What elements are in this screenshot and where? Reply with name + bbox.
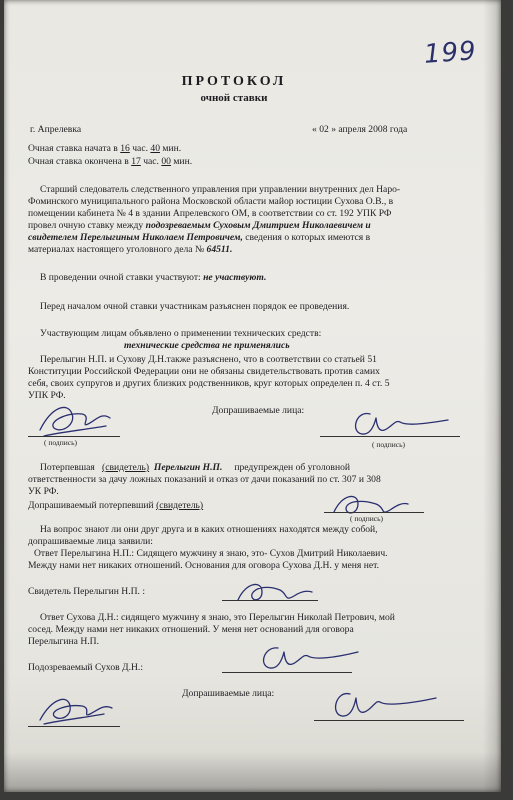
place: г. Апрелевка bbox=[30, 124, 82, 135]
signature-witness-4 bbox=[32, 690, 122, 730]
start-prefix: Очная ставка начата в bbox=[28, 143, 118, 154]
victim-line bbox=[28, 500, 203, 512]
page-bottom-shadow bbox=[4, 752, 501, 792]
questioned-label-2: Допрашиваемые лица: bbox=[182, 688, 275, 699]
participants-label: В проведении очной ставки участвуют: bbox=[40, 272, 201, 283]
intro-line-5b: сведения о которых имеются в bbox=[245, 232, 371, 243]
start-hour: 16 bbox=[120, 143, 130, 154]
signature-line-7 bbox=[314, 720, 464, 721]
question-line-2: допрашиваемые лица заявили: bbox=[28, 536, 153, 547]
start-min-unit: мин. bbox=[162, 143, 182, 154]
warning-witness-role: (свидетель) bbox=[102, 462, 150, 473]
document-title: ПРОТОКОЛ bbox=[181, 74, 287, 89]
signature-caption-1: ( подпись) bbox=[44, 438, 78, 447]
signature-suspect-2 bbox=[254, 640, 364, 674]
end-min: 00 bbox=[161, 156, 171, 167]
intro-line-3: помещении кабинета № 4 в здании Апрелевского ОМ, в соответствии со ст. 192 УПК РФ bbox=[28, 208, 392, 219]
start-time bbox=[28, 143, 181, 155]
intro-line-4a: провел очную ставку между bbox=[28, 220, 144, 231]
date-day: « 02 » bbox=[312, 124, 336, 135]
rights-line-4: УПК РФ. bbox=[28, 390, 66, 401]
question-line-1: На вопрос знают ли они друг друга и в каких отношениях находятся между собой, bbox=[40, 524, 378, 535]
signature-line-5 bbox=[222, 672, 352, 673]
end-time bbox=[28, 156, 192, 168]
answer2-line-2: сосед. Между нами нет никаких отношений. У меня нет оснований для оговора bbox=[28, 624, 354, 635]
intro-line-4 bbox=[28, 220, 371, 232]
rights-line-3: себя, своих супругов и других близких родственников, круг которых определен п. 4 ст. 5 bbox=[28, 378, 390, 389]
page-number: 199 bbox=[423, 36, 478, 70]
signature-caption-3: ( подпись) bbox=[350, 514, 384, 523]
tech-value: технические средства не применялись bbox=[124, 340, 290, 351]
end-prefix: Очная ставка окончена в bbox=[28, 156, 129, 167]
document-subtitle: очной ставки bbox=[200, 92, 268, 104]
date bbox=[312, 124, 407, 136]
rights-line-1: Перелыгин Н.П. и Сухову Д.Н.также разъяснено, что в соответствии со статьей 51 bbox=[40, 354, 377, 365]
date-rest: апреля 2008 года bbox=[338, 124, 408, 135]
witness-name: свидетелем Перелыгиным Николаем Петровичем, bbox=[28, 232, 243, 243]
intro-line-6a: материалах настоящего уголовного дела № bbox=[28, 244, 205, 255]
signature-suspect-3 bbox=[324, 684, 444, 724]
participants bbox=[40, 272, 266, 284]
signature-line-4 bbox=[222, 600, 318, 601]
intro-line-2: Фоминского муниципального района Московской области майор юстиции Сухова О.В., в bbox=[28, 196, 394, 207]
warning-line-1 bbox=[40, 462, 350, 474]
document-page bbox=[4, 0, 501, 792]
victim-line-role: (свидетель) bbox=[156, 500, 204, 511]
signature-caption-2: ( подпись) bbox=[372, 440, 406, 449]
warning-text: предупрежден об уголовной bbox=[234, 462, 351, 473]
signature-line-6 bbox=[28, 726, 120, 727]
intro-line-1: Старший следователь следственного управления при управлении внутренних дел Наро- bbox=[40, 184, 401, 195]
warning-line-3: УК РФ. bbox=[28, 486, 59, 497]
start-hour-unit: час. bbox=[132, 143, 148, 154]
questioned-label: Допрашиваемые лица: bbox=[212, 405, 305, 416]
victim-line-label: Допрашиваемый потерпевший bbox=[28, 500, 154, 511]
signature-line-1 bbox=[28, 436, 120, 437]
suspect-name: подозреваемым Суховым Дмитрием Николаевичем и bbox=[145, 220, 371, 231]
answer1-line-1: Ответ Перелыгина Н.П.: Сидящего мужчину я знаю, это- Сухов Дмитрий Николаевич. bbox=[34, 548, 388, 559]
start-min: 40 bbox=[150, 143, 160, 154]
page-edge-shadow bbox=[483, 0, 501, 792]
signature-line-2 bbox=[320, 436, 460, 437]
witness-sign-label: Свидетель Перелыгин Н.П. : bbox=[28, 586, 146, 597]
intro-line-6 bbox=[28, 244, 232, 256]
procedure-text: Перед началом очной ставки участникам разъяснен порядок ее проведения. bbox=[40, 301, 350, 312]
suspect-sign-label: Подозреваемый Сухов Д.Н.: bbox=[28, 662, 143, 673]
answer2-line-1: Ответ Сухова Д.Н.: сидящего мужчину я знаю, это Перелыгин Николай Петрович, мой bbox=[40, 612, 395, 623]
end-hour-unit: час. bbox=[143, 156, 159, 167]
tech-label: Участвующим лицам объявлено о применении технических средств: bbox=[40, 328, 322, 339]
warning-name: Перелыгин Н.П. bbox=[153, 462, 223, 473]
warning-victim: Потерпевшая bbox=[40, 462, 95, 473]
rights-line-2: Конституции Российской Федерации они не обязаны свидетельствовать против самих bbox=[28, 366, 380, 377]
end-hour: 17 bbox=[131, 156, 141, 167]
signature-suspect-1 bbox=[344, 404, 454, 444]
signature-line-3 bbox=[324, 512, 424, 513]
answer1-line-2: Между нами нет никаких отношений. Основания для оговора Сухова Д.Н. у меня нет. bbox=[28, 560, 380, 571]
end-min-unit: мин. bbox=[173, 156, 193, 167]
signature-witness-3 bbox=[230, 574, 320, 610]
participants-value: не участвуют. bbox=[203, 272, 267, 283]
answer2-line-3: Перелыгина Н.П. bbox=[28, 636, 99, 647]
case-number: 64511. bbox=[206, 244, 233, 255]
warning-line-2: ответственности за дачу ложных показаний и отказ от дачи показаний по ст. 307 и 308 bbox=[28, 474, 381, 485]
intro-line-5 bbox=[28, 232, 370, 244]
